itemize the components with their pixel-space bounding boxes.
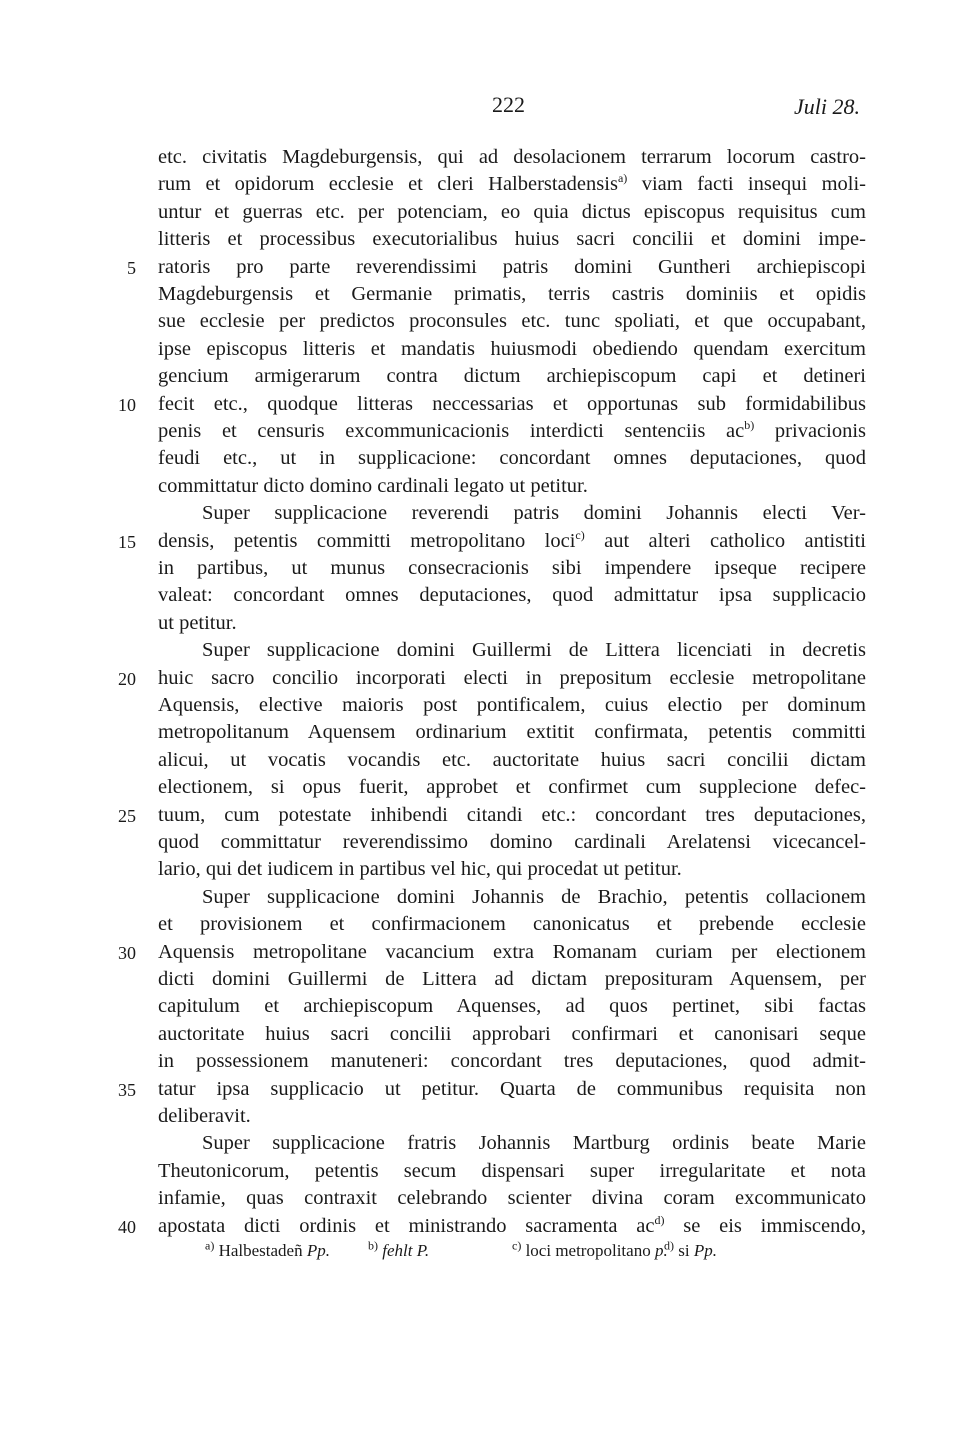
- text-line: [158, 609, 866, 637]
- text-line: [158, 965, 866, 993]
- text-line: [158, 1212, 866, 1240]
- text-line: [158, 855, 866, 883]
- line-text: deliberavit.: [158, 1105, 251, 1127]
- text-line: [202, 499, 866, 527]
- footnote-marker: a): [617, 171, 628, 186]
- line-text: gencium armigerarum contra dictum archiepiscopum capi et detineri: [158, 365, 866, 388]
- line-text: etc. civitatis Magdeburgensis, qui ad desolacionem terrarum locorum castro-: [158, 146, 866, 168]
- line-text: dicti domini Guillermi de Littera ad dictam preposituram Aquensem, per: [158, 968, 866, 990]
- footnote-text: Halbestadeñ: [214, 1241, 307, 1260]
- footnote: [205, 1238, 330, 1264]
- line-text: ut petitur.: [158, 611, 237, 634]
- line-text: ratoris pro parte reverendissimi patris domini Guntheri archiepiscopi: [158, 255, 866, 278]
- text-line: [158, 664, 866, 692]
- line-text: valeat: concordant omnes deputaciones, quod admittatur ipsa supplicacio: [158, 584, 866, 607]
- footnote-marker: c): [575, 527, 585, 542]
- text-line: [158, 198, 866, 226]
- line-number: 20: [118, 668, 136, 689]
- text-line: [202, 1129, 866, 1157]
- footnote-mark: c): [512, 1238, 522, 1253]
- text-line: [158, 1184, 866, 1212]
- text-line: [158, 527, 866, 555]
- line-text: lario, qui det iudicem in partibus vel hic, qui procedat ut petitur.: [158, 858, 682, 881]
- footnote: [664, 1238, 717, 1264]
- text-line: [158, 1075, 866, 1103]
- line-text: alicui, ut vocatis vocandis etc. auctoritate huius sacri concilii dictam: [158, 748, 866, 771]
- text-line: [158, 280, 866, 308]
- text-line: [158, 225, 866, 253]
- text-line: [158, 773, 866, 801]
- line-text: ipse episcopus litteris et mandatis huiusmodi obediendo quendam exercitum: [158, 337, 866, 360]
- line-text: Super supplicacione domini Johannis de Brachio, petentis collacionem: [202, 885, 866, 908]
- line-number: 25: [118, 805, 136, 826]
- text-line: [158, 472, 866, 500]
- text-line: [158, 335, 866, 363]
- footnote-source: p.: [654, 1241, 668, 1260]
- text-line: [158, 938, 866, 966]
- line-text: Theutonicorum, petentis secum dispensari super irregularitate et nota: [158, 1159, 866, 1182]
- text-line: [158, 801, 866, 829]
- text-line: [158, 307, 866, 335]
- text-line: [158, 143, 866, 171]
- line-text: apostata dicti ordinis et ministrando sacramenta ac: [158, 1214, 655, 1237]
- line-text: Super supplicacione reverendi patris domini Johannis electi Ver-: [202, 502, 866, 525]
- line-text: tuum, cum potestate inhibendi citandi etc.: concordant tres deputaciones,: [158, 803, 866, 826]
- line-text: Super supplicacione fratris Johannis Martburg ordinis beate Marie: [202, 1132, 866, 1155]
- footnote-source: Pp.: [693, 1241, 717, 1260]
- line-text: et provisionem et confirmacionem canonicatus et prebende ecclesie: [158, 913, 866, 936]
- footnote-marker: d): [654, 1212, 665, 1227]
- line-text-continued: privacionis: [754, 420, 867, 442]
- text-line: [158, 554, 866, 582]
- text-line: [158, 746, 866, 774]
- line-number: 30: [118, 942, 136, 963]
- text-line: [158, 1047, 866, 1075]
- line-text: in partibus, ut munus consecracionis sibi impendere ipseque recipere: [158, 557, 866, 579]
- line-text: Magdeburgensis et Germanie primatis, terris castris dominiis et opidis: [158, 283, 866, 305]
- line-text: capitulum et archiepiscopum Aquenses, ad quos pertinet, sibi factas: [158, 995, 866, 1018]
- footnote-mark: b): [368, 1238, 378, 1253]
- line-text: feudi etc., ut in supplicacione: concordant omnes deputaciones, quod: [158, 447, 866, 470]
- text-line: [158, 253, 866, 281]
- footnote-source: fehlt P.: [382, 1241, 430, 1260]
- text-line: [158, 910, 866, 938]
- text-line: [158, 992, 866, 1020]
- line-text: huic sacro concilio incorporati electi in prepositum ecclesie metropolitane: [158, 666, 866, 689]
- line-number: 15: [118, 531, 136, 552]
- text-line: [158, 444, 866, 472]
- footnote-marker: b): [744, 418, 755, 433]
- line-text-continued: viam facti insequi moli-: [627, 173, 866, 196]
- line-text: penis et censuris excommunicacionis interdicti sentenciis ac: [158, 420, 745, 442]
- text-line: [158, 581, 866, 609]
- line-text: quod committatur reverendissimo domino cardinali Arelatensi vicecancel-: [158, 831, 866, 853]
- line-text: tatur ipsa supplicacio ut petitur. Quarta de communibus requisita non: [158, 1077, 866, 1100]
- line-text: infamie, quas contraxit celebrando scienter divina coram excommunicato: [158, 1187, 866, 1210]
- footnote: [368, 1238, 429, 1264]
- line-text: fecit etc., quodque litteras neccessarias et opportunas sub formidabilibus: [158, 392, 866, 415]
- line-number: 5: [127, 257, 136, 278]
- line-text: metropolitanum Aquensem ordinarium extitit confirmata, petentis committi: [158, 721, 866, 744]
- line-text: Aquensis metropolitane vacancium extra Romanam curiam per electionem: [158, 940, 866, 963]
- footnote: [512, 1238, 668, 1264]
- text-line: [158, 170, 866, 198]
- footnote-mark: d): [664, 1238, 674, 1253]
- line-text: in possessionem manuteneri: concordant tres deputaciones, quod admit-: [158, 1050, 866, 1073]
- line-number: 10: [118, 394, 136, 415]
- footnote-text: si: [674, 1241, 694, 1260]
- text-line: [158, 1157, 866, 1185]
- footnote-source: Pp.: [306, 1241, 330, 1260]
- line-text: Super supplicacione domini Guillermi de Littera licenciati in decretis: [202, 639, 866, 662]
- text-line: [158, 362, 866, 390]
- text-line: [158, 1102, 866, 1130]
- line-text: litteris et processibus executorialibus huius sacri concilii et domini impe-: [158, 228, 866, 251]
- text-line: [202, 636, 866, 664]
- text-line: [158, 718, 866, 746]
- line-text: committatur dicto domino cardinali legato ut petitur.: [158, 474, 588, 497]
- line-text: Aquensis, elective maioris post pontificalem, cuius electio per dominum: [158, 694, 866, 716]
- footnote-mark: a): [205, 1238, 215, 1253]
- line-text-continued: se eis immiscendo,: [664, 1214, 866, 1237]
- line-text: densis, petentis committi metropolitano loci: [158, 529, 576, 552]
- line-number: 35: [118, 1079, 136, 1100]
- text-line: [158, 1020, 866, 1048]
- running-head-date: Juli 28.: [794, 94, 860, 119]
- footnote-text: loci metropolitano: [521, 1241, 655, 1260]
- text-line: [202, 883, 866, 911]
- footnotes: [205, 1238, 865, 1264]
- page-number: 222: [492, 92, 525, 117]
- line-text: sue ecclesie per predictos proconsules etc. tunc spoliati, et que occupabant,: [158, 310, 866, 333]
- line-text: rum et opidorum ecclesie et cleri Halberstadensis: [158, 173, 618, 196]
- line-text-continued: aut alteri catholico antistiti: [584, 529, 866, 552]
- text-line: [158, 691, 866, 719]
- text-line: [158, 417, 866, 445]
- line-text: untur et guerras etc. per potenciam, eo quia dictus episcopus requisitus cum: [158, 200, 866, 223]
- text-line: [158, 390, 866, 418]
- line-text: auctoritate huius sacri concilii approbari confirmari et canonisari seque: [158, 1022, 866, 1045]
- line-text: electionem, si opus fuerit, approbet et confirmet cum supplecione defec-: [158, 776, 866, 799]
- line-number: 40: [118, 1216, 136, 1237]
- text-line: [158, 828, 866, 856]
